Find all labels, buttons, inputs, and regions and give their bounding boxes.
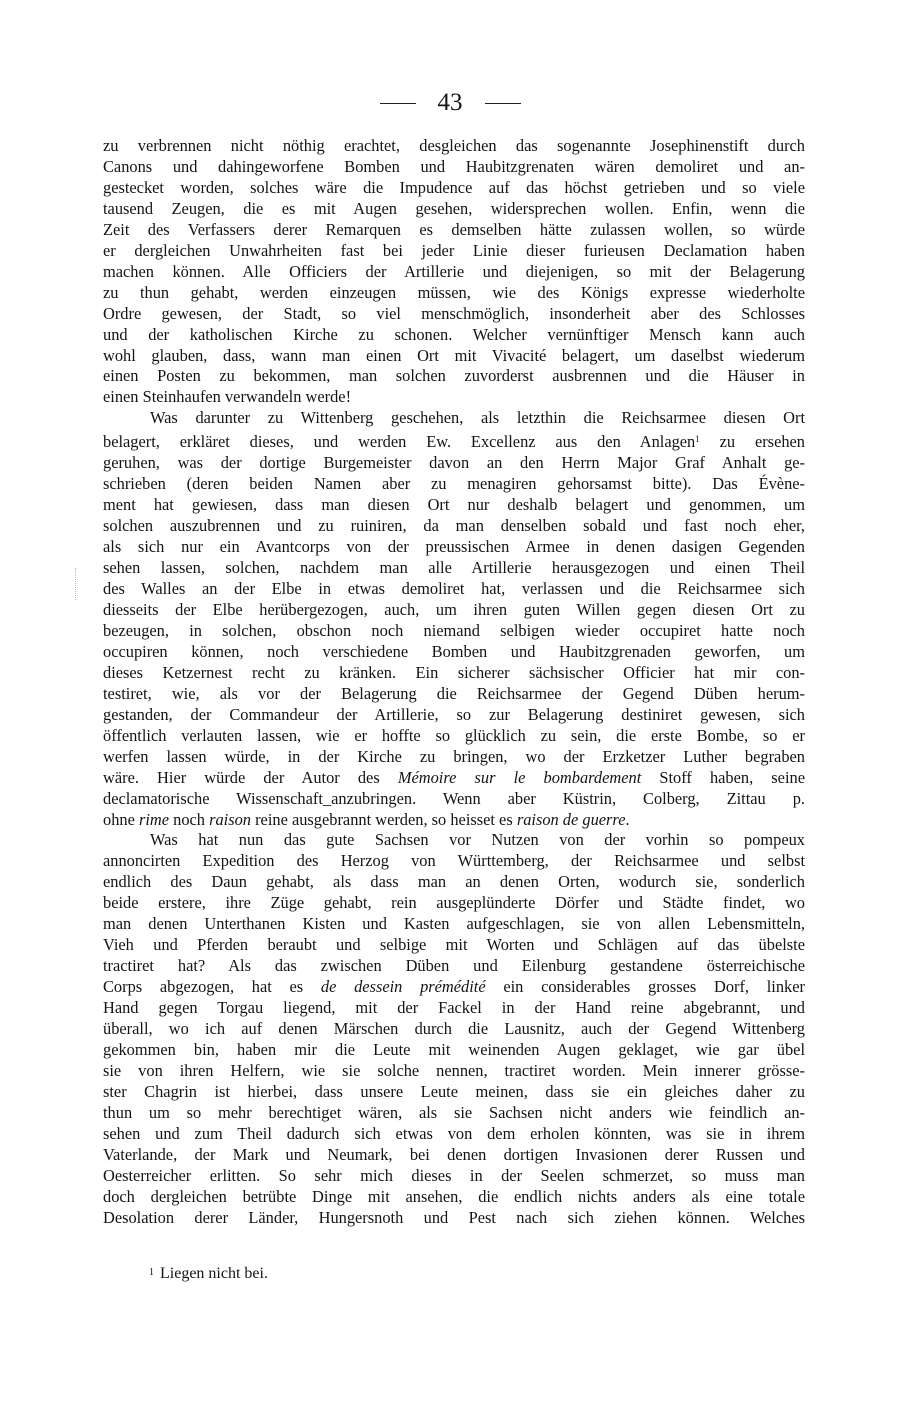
text-line: man denen Unterthanen Kisten und Kasten aufgeschlagen, sie von allen Lebensmitteln, — [103, 914, 805, 934]
footnote-reference: 1 — [695, 434, 700, 445]
header-rule-right — [485, 103, 521, 104]
text-line: als sich nur ein Avantcorps von der preussischen Armee in denen dasigen Gegenden — [103, 537, 805, 557]
italic-term: de dessein prémédité — [320, 977, 486, 997]
text-line: sehen lassen, solchen, nachdem man alle Artillerie herausgezogen und einen Theil — [103, 558, 805, 578]
text-line: Vaterlande, der Mark und Neumark, bei denen dortigen Invasionen derer Russen und — [103, 1144, 805, 1164]
text-line: gestecket worden, solches wäre die Impudence auf das höchst getrieben und so viele — [103, 177, 805, 197]
text-line: sehen und zum Theil dadurch sich etwas von dem erholen könnten, was sie in ihrem — [103, 1123, 805, 1143]
text-line — [103, 977, 805, 998]
text-line: Ordre gewesen, der Stadt, so viel menschmöglich, insonderheit aber des Schlosses — [103, 303, 805, 323]
text-line: Oesterreicher erlitten. So sehr mich dieses in der Seelen schmerzet, so muss man — [103, 1165, 805, 1185]
paragraph-3 — [103, 830, 805, 1228]
text-line: doch dergleichen betrübte Dinge mit ansehen, die endlich nichts anders als eine totale — [103, 1186, 805, 1206]
text-line: testiret, wie, als vor der Belagerung die Reichsarmee der Gegend Düben herum- — [103, 683, 805, 703]
text-line: des Walles an der Elbe in etwas demoliret hat, verlassen und die Reichsarmee sich — [103, 579, 805, 599]
italic-term: rime — [138, 809, 170, 829]
text-segment: . — [625, 809, 630, 829]
text-line: bezeugen, in solchen, obschon noch niemand selbigen wieder occupiret hatte noch — [103, 620, 805, 640]
text-line: gestanden, der Commandeur der Artillerie, so zur Belagerung destiniret gewesen, sich — [103, 704, 805, 724]
footnote-mark: 1 — [149, 1267, 154, 1278]
text-line: öffentlich verlauten lassen, wie er hoffte so glücklich zu sein, die erste Bombe, so er — [103, 725, 805, 745]
footnote — [149, 1263, 268, 1284]
text-line: diesseits der Elbe herübergezogen, auch, um ihren guten Willen gegen diesen Ort zu — [103, 599, 805, 619]
text-segment: ein considerables grosses Dorf, linker — [485, 977, 805, 997]
italic-term: raison de guerre — [516, 809, 626, 829]
text-line: er dergleichen Unwahrheiten fast bei jeder Linie dieser furieusen Declamation haben — [103, 240, 805, 260]
text-line: ment hat gewiesen, dass man diesen Ort nur deshalb belagert und genommen, um — [103, 495, 805, 515]
text-line: tractiret hat? Als das zwischen Düben und Eilenburg gestandene österreichische — [103, 956, 805, 976]
text-line: machen können. Alle Officiers der Artillerie und diejenigen, so mit der Belagerung — [103, 261, 805, 281]
text-line: wohl glauben, dass, wann man einen Ort mit Vivacité belagert, um daselbst wiederum — [103, 345, 805, 365]
text-line: annoncirten Expedition des Herzog von Württemberg, der Reichsarmee und selbst — [103, 851, 805, 871]
text-line: declamatorische Wissenschaft_anzubringen. Wenn aber Küstrin, Colberg, Zittau p. — [103, 788, 805, 808]
text-line: gekommen bin, haben mir die Leute mit weinenden Augen geklaget, wie gar übel — [103, 1039, 805, 1059]
text-line — [103, 768, 805, 789]
text-line — [103, 429, 805, 453]
paragraph-2 — [103, 408, 805, 830]
italic-title: Mémoire sur le bombardement — [397, 767, 642, 787]
page-number: 43 — [437, 89, 463, 116]
text-line: occupiren können, noch verschiedene Bomben und Haubitzgrenaden geworfen, um — [103, 641, 805, 661]
text-line: ster Chagrin ist hierbei, dass unsere Leute meinen, dass sie ein gleiches daher zu — [103, 1081, 805, 1101]
page-header — [0, 88, 900, 118]
text-line: solchen auszubrennen und zu ruiniren, da man denselben sobald und fast noch eher, — [103, 516, 805, 536]
body-text — [103, 136, 805, 1229]
text-line: einen Posten zu bekommen, man solchen zuvorderst ausbrennen und die Häuser in — [103, 366, 805, 386]
text-line — [103, 810, 805, 831]
text-line: Hand gegen Torgau liegend, mit der Fackel in der Hand reine abgebrannt, und — [103, 998, 805, 1018]
text-line: zu thun gehabt, werden einzeugen müssen, wie des Königs expresse wiederholte — [103, 282, 805, 302]
paragraph-1 — [103, 136, 805, 408]
text-line: werfen lassen würde, in der Kirche zu bringen, wo der Erzketzer Luther begraben — [103, 746, 805, 766]
text-line: Desolation derer Länder, Hungersnoth und Pest nach sich ziehen können. Welches — [103, 1207, 805, 1227]
margin-mark — [75, 568, 77, 600]
text-line: sie von ihren Helfern, wie sie solche nennen, tractiret worden. Mein innerer grösse- — [103, 1060, 805, 1080]
text-line: schrieben (deren beiden Namen aber zu menagiren gehorsamst bitte). Das Évène- — [103, 474, 805, 494]
text-segment: Stoff haben, seine — [641, 767, 805, 787]
text-line: Vieh und Pferden beraubt und selbige mit Worten und Schlägen auf das übelste — [103, 935, 805, 955]
text-segment: wäre. Hier würde der Autor des — [103, 767, 380, 787]
text-segment: belagert, erkläret dieses, und werden Ew. Excellenz aus den Anlagen — [103, 432, 696, 452]
text-line: Was darunter zu Wittenberg geschehen, als letzthin die Reichsarmee diesen Ort — [150, 408, 805, 428]
text-line: Canons und dahingeworfene Bomben und Haubitzgrenaten wären demoliret und an- — [103, 156, 805, 176]
text-segment: reine ausgebrannt werden, so heisset es — [251, 809, 517, 829]
text-line: Was hat nun das gute Sachsen vor Nutzen von der vorhin so pompeux — [150, 830, 805, 850]
italic-term: raison — [209, 809, 251, 829]
text-line: zu verbrennen nicht nöthig erachtet, desgleichen das sogenannte Josephinenstift durch — [103, 136, 805, 155]
text-segment: noch — [169, 809, 210, 829]
text-line: beide erstere, ihre Züge gehabt, rein ausgeplünderte Dörfer und Städte findet, wo — [103, 893, 805, 913]
text-line: einen Steinhaufen verwandeln werde! — [103, 387, 352, 407]
text-line: tausend Zeugen, die es mit Augen gesehen, widersprechen wollen. Enfin, wenn die — [103, 198, 805, 218]
header-rule-left — [380, 103, 416, 104]
text-line: und der katholischen Kirche zu schonen. Welcher vernünftiger Mensch kann auch — [103, 324, 805, 344]
text-line: überall, wo ich auf denen Märschen durch die Lausnitz, auch der Gegend Wittenberg — [103, 1019, 805, 1039]
text-line: geruhen, was der dortige Burgemeister davon an den Herrn Major Graf Anhalt ge- — [103, 453, 805, 473]
text-segment: Corps abgezogen, hat es — [103, 977, 304, 997]
text-segment: ohne — [103, 809, 135, 829]
text-line: dieses Ketzernest recht zu kränken. Ein sicherer sächsischer Officier hat mir con- — [103, 662, 805, 682]
text-line: endlich des Daun gehabt, als dass man an denen Orten, wodurch sie, sonderlich — [103, 872, 805, 892]
text-line: Zeit des Verfassers derer Remarquen es demselben hätte zulassen wollen, so würde — [103, 219, 805, 239]
text-segment: zu ersehen — [699, 432, 806, 452]
footnote-text: Liegen nicht bei. — [160, 1265, 268, 1282]
text-line: thun um so mehr berechtiget wären, als sie Sachsen nicht anders wie feindlich an- — [103, 1102, 805, 1122]
